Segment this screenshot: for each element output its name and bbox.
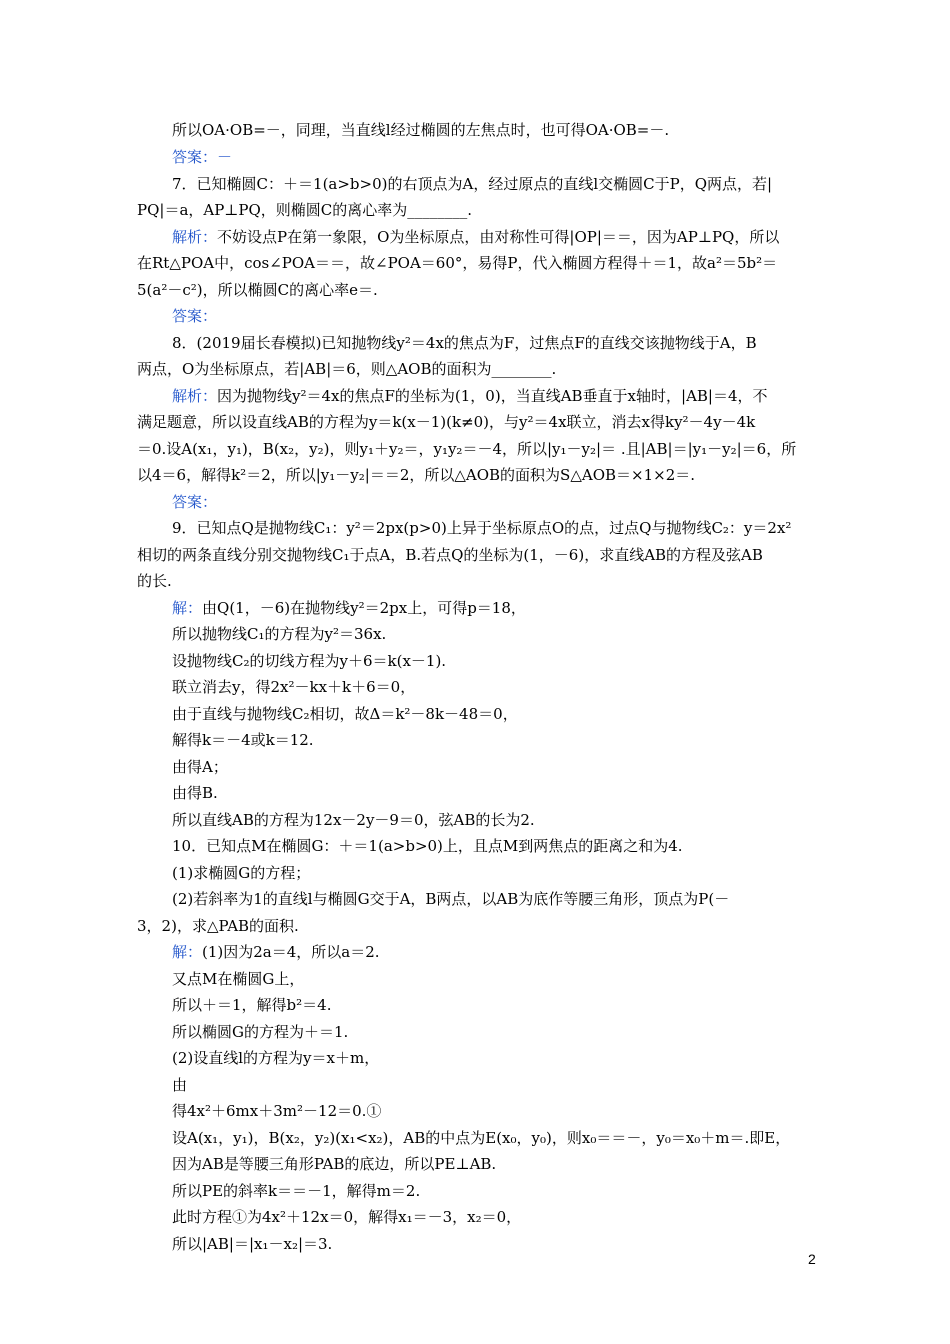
text-line: [0, 412, 950, 432]
text-line: [0, 492, 950, 512]
line-text: 的长.: [137, 572, 172, 590]
line-text: 所以＋＝1，解得b²＝4.: [172, 996, 332, 1014]
text-line: [0, 969, 950, 989]
text-line: [0, 916, 950, 936]
text-line: [0, 995, 950, 1015]
line-text: 又点M在椭圆G上，: [172, 970, 305, 988]
line-text: 5(a²－c²)，所以椭圆C的离心率e＝.: [137, 281, 378, 299]
text-line: [0, 253, 950, 273]
line-text: 解得k＝－4或k＝12.: [172, 731, 314, 749]
line-text: 由于直线与抛物线C₂相切，故Δ＝k²－8k－48＝0，: [172, 705, 518, 723]
text-line: [0, 810, 950, 830]
text-line: [0, 704, 950, 724]
label-text: 解：: [172, 599, 203, 617]
text-line: [0, 1128, 950, 1148]
text-line: [0, 677, 950, 697]
text-line: [0, 624, 950, 644]
line-text: 由得A；: [172, 758, 228, 776]
text-line: [0, 1101, 950, 1121]
text-line: [0, 518, 950, 538]
line-text: (1)因为2a＝4，所以a＝2.: [202, 943, 380, 961]
text-line: [0, 1181, 950, 1201]
line-text: 所以椭圆G的方程为＋＝1.: [172, 1023, 349, 1041]
line-text: 因为AB是等腰三角形PAB的底边，所以PE⊥AB.: [172, 1155, 497, 1173]
line-text: 10．已知点M在椭圆G：＋＝1(a>b>0)上，且点M到两焦点的距离之和为4.: [172, 837, 683, 855]
text-line: [0, 1207, 950, 1227]
text-line: [0, 439, 950, 459]
line-text: 以4＝6，解得k²＝2，所以|y₁－y₂|＝＝2，所以△AOB的面积为S△AOB＝×1×2＝.: [137, 466, 696, 484]
line-text: 相切的两条直线分别交抛物线C₁于点A，B.若点Q的坐标为(1，－6)，求直线AB的方程及弦AB: [137, 546, 763, 564]
text-line: [0, 730, 950, 750]
line-text: 得4x²＋6mx＋3m²－12＝0.①: [172, 1102, 382, 1120]
line-text: 所以抛物线C₁的方程为y²＝36x.: [172, 625, 387, 643]
line-text: 7．已知椭圆C：＋＝1(a>b>0)的右顶点为A，经过原点的直线l交椭圆C于P，Q两点，若|: [172, 175, 773, 193]
line-text: 设抛物线C₂的切线方程为y＋6＝k(x－1).: [172, 652, 447, 670]
line-text: 满足题意，所以设直线AB的方程为y＝k(x－1)(k≠0)，与y²＝4x联立，消去x得ky²－4y－4k: [137, 413, 756, 431]
text-line: [0, 757, 950, 777]
text-line: [0, 333, 950, 353]
answer-text: 答案：－: [172, 148, 233, 166]
text-line: [0, 598, 950, 618]
text-line: [0, 889, 950, 909]
text-line: [0, 651, 950, 671]
line-text: 所以OA·OB=－，同理，当直线l经过椭圆的左焦点时，也可得OA·OB=－.: [172, 121, 670, 139]
label-text: 解析：: [172, 228, 218, 246]
line-text: 在Rt△POA中，cos∠POA＝＝，故∠POA＝60°，易得P，代入椭圆方程得＋＝1，故a²＝5b²＝: [137, 254, 778, 272]
label-text: 解：: [172, 943, 203, 961]
line-text: 此时方程①为4x²＋12x＝0，解得x₁＝－3，x₂＝0，: [172, 1208, 522, 1226]
line-text: (2)设直线l的方程为y＝x＋m，: [172, 1049, 380, 1067]
line-text: PQ|＝a，AP⊥PQ，则椭圆C的离心率为________.: [137, 201, 473, 219]
text-line: [0, 174, 950, 194]
line-text: 设A(x₁，y₁)，B(x₂，y₂)(x₁<x₂)，AB的中点为E(x₀，y₀)，则x₀＝＝－，y₀＝x₀＋m＝.即E，: [172, 1129, 791, 1147]
text-line: [0, 147, 950, 167]
text-line: [0, 227, 950, 247]
text-line: [0, 359, 950, 379]
text-line: [0, 386, 950, 406]
text-line: [0, 783, 950, 803]
line-text: 所以|AB|＝|x₁－x₂|＝3.: [172, 1235, 333, 1253]
line-text: 所以PE的斜率k＝＝－1，解得m＝2.: [172, 1182, 421, 1200]
page-number: 2: [808, 1251, 816, 1267]
line-text: 由Q(1，－6)在抛物线y²＝2px上，可得p＝18，: [202, 599, 526, 617]
line-text: (1)求椭圆G的方程；: [172, 864, 311, 882]
line-text: 因为抛物线y²＝4x的焦点F的坐标为(1，0)，当直线AB垂直于x轴时，|AB|＝4，不: [217, 387, 768, 405]
text-line: [0, 306, 950, 326]
line-text: 两点，O为坐标原点，若|AB|＝6，则△AOB的面积为________.: [137, 360, 557, 378]
answer-text: 答案：: [172, 307, 218, 325]
line-text: 9．已知点Q是抛物线C₁：y²＝2px(p>0)上异于坐标原点O的点，过点Q与抛物线C₂：y＝2x²: [172, 519, 792, 537]
label-text: 解析：: [172, 387, 218, 405]
line-text: 不妨设点P在第一象限，O为坐标原点，由对称性可得|OP|＝＝，因为AP⊥PQ，所以: [217, 228, 780, 246]
line-text: 8．(2019届长春模拟)已知抛物线y²＝4x的焦点为F，过焦点F的直线交该抛物线于A，B: [172, 334, 757, 352]
text-line: [0, 942, 950, 962]
text-line: [0, 863, 950, 883]
line-text: (2)若斜率为1的直线l与椭圆G交于A，B两点，以AB为底作等腰三角形，顶点为P(－: [172, 890, 730, 908]
answer-text: 答案：: [172, 493, 218, 511]
text-line: [0, 1048, 950, 1068]
line-text: 联立消去y，得2x²－kx＋k＋6＝0，: [172, 678, 416, 696]
line-text: 由: [172, 1076, 188, 1094]
line-text: ＝0.设A(x₁，y₁)，B(x₂，y₂)，则y₁＋y₂＝，y₁y₂＝－4，所以|y₁－y₂|＝ .且|AB|＝|y₁－y₂|＝6，所: [137, 440, 797, 458]
text-line: [0, 200, 950, 220]
text-line: [0, 1154, 950, 1174]
text-line: [0, 465, 950, 485]
text-line: [0, 1075, 950, 1095]
line-text: 由得B.: [172, 784, 218, 802]
text-line: [0, 280, 950, 300]
text-line: [0, 836, 950, 856]
text-line: [0, 545, 950, 565]
line-text: 3，2)，求△PAB的面积.: [137, 917, 299, 935]
line-text: 所以直线AB的方程为12x－2y－9＝0，弦AB的长为2.: [172, 811, 535, 829]
text-line: [0, 571, 950, 591]
text-line: [0, 120, 950, 140]
text-line: [0, 1022, 950, 1042]
